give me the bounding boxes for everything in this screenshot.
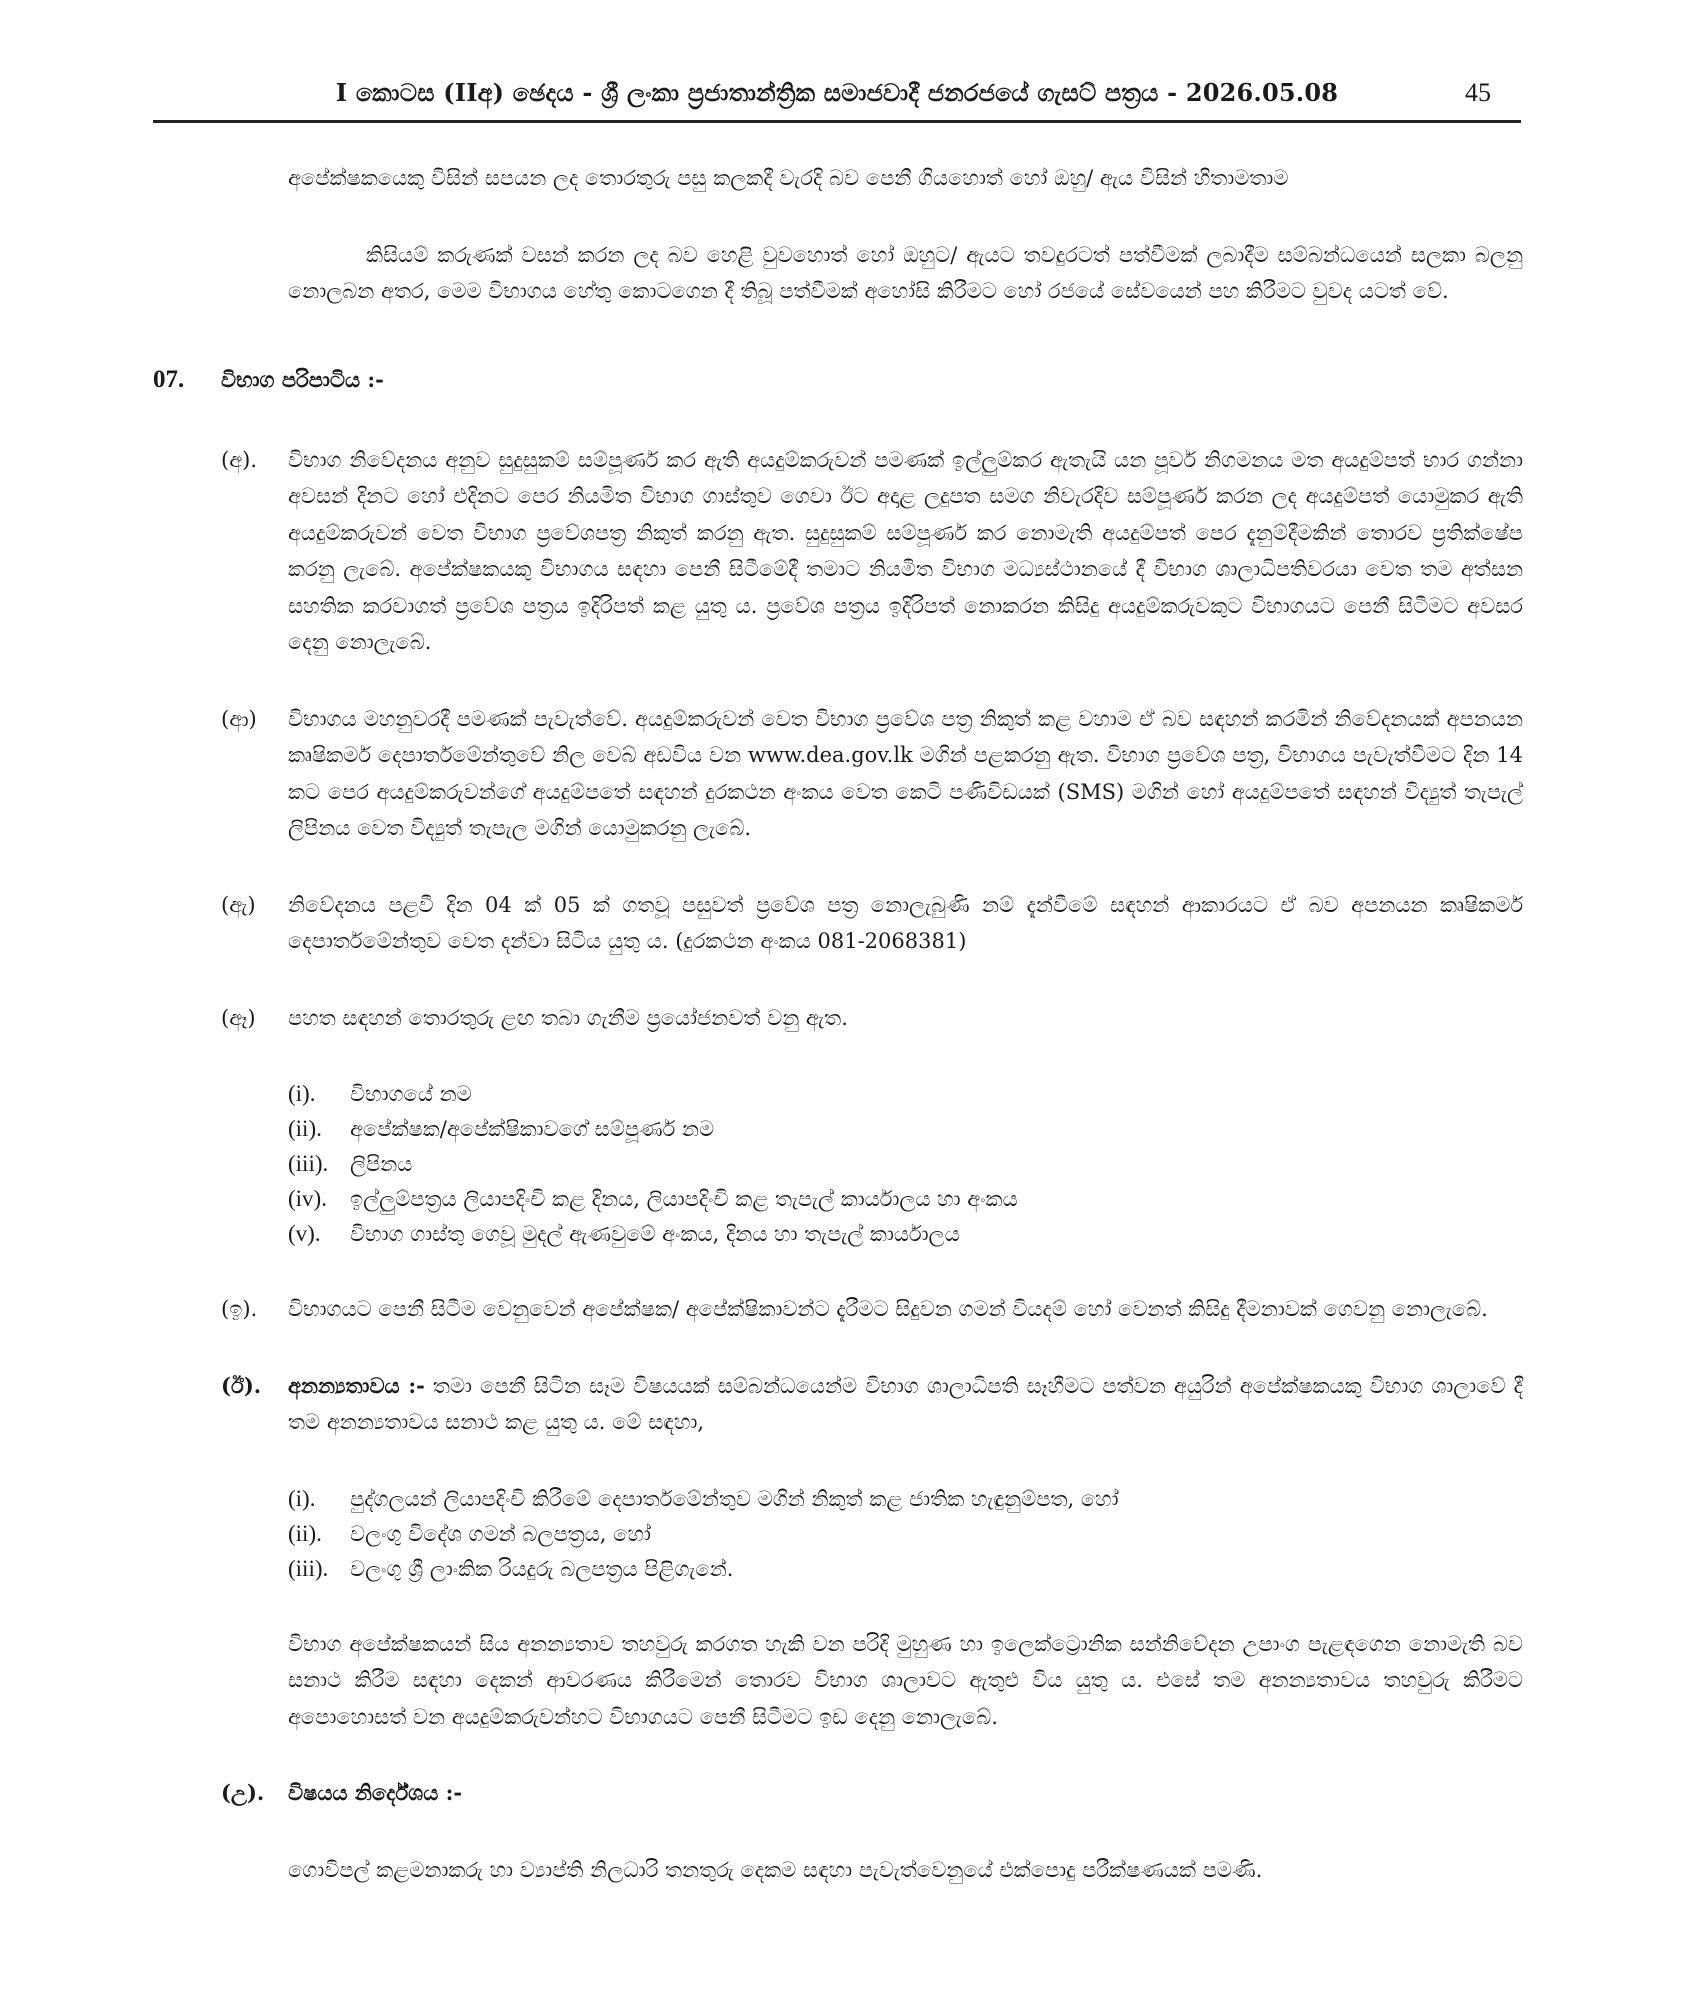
list-text: අපේක්ෂක/අපේක්ෂිකාවගේ සම්පූර්ණ නම <box>350 1117 715 1141</box>
document-body <box>153 160 1523 1888</box>
identity-note: විභාග අපේක්ෂකයන් සිය අනන්‍යතාව තහවුරු කරගත හැකි වන පරිදි මුහුණ හා ඉලෙක්ට්‍රොනික සන්නිවේදන උපාංග පැළඳගෙන නොමැති බව සනාථ කිරීම සඳහා දෙකන් ආවරණය කිරීමෙන් තොරව විභාග ශාලාවට ඇතුළු විය යුතු ය. එසේ තම අනන්‍යතාවය තහවුරු කිරීමට අපොහොසත් වන අයදුම්කරුවන්හට විභාගයට පෙනී සිටීමට ඉඩ දෙනු නොලැබේ. <box>288 1631 1523 1729</box>
item-text: විභාගයට පෙනී සිටීම වෙනුවෙන් අපේක්ෂක/ අපේක්ෂිකාවන්ට දැරීමට සිදුවන ගමන් වියදම් හෝ වෙනත් කිසිදු දීමනාවක් ගෙවනු නොලැබේ. <box>288 1297 1488 1321</box>
item-i <box>153 1291 1523 1328</box>
list-item <box>288 1181 1523 1216</box>
list-item <box>288 1481 1523 1516</box>
item-text: පහත සඳහන් තොරතුරු ළඟ තබා ගැනීම ප්‍රයෝජනවත් වනු ඇත. <box>288 1005 848 1030</box>
required-info-list <box>153 1076 1523 1251</box>
intro-line: අපේක්ෂකයෙකු විසින් සපයන ලද තොරතුරු පසු කලකදී වැරදි බව පෙනී ගියහොත් හෝ ඔහු/ ඇය විසින් හිතාමතාම <box>288 166 1289 190</box>
syllabus-heading: විෂයය නිර්දේශය :- <box>288 1780 463 1805</box>
intro-paragraph: කිසියම් කරුණක් වසන් කරන ලද බව හෙළි වුවහොත් හෝ ඔහුට/ ඇයට තවදුරටත් පත්වීමක් ලබාදීම සම්බන්ධයෙන් සලකා බලනු නොලබන අතර, මෙම විභාගය හේතු කොටගෙන දී තිබූ පත්වීමක් අහෝසි කිරීමට හෝ රජයේ සේවයෙන් පහ කිරීමට වුවද යටත් වේ. <box>288 242 1523 303</box>
list-text: වලංගු විදේශ ගමන් බලපත්‍රය, හෝ <box>350 1521 651 1546</box>
list-number: (i). <box>288 1081 316 1106</box>
list-number: (i). <box>288 1485 316 1511</box>
item-ae2 <box>153 1000 1523 1037</box>
item-text: විභාගය මහනුවරදී පමණක් පැවැත්වේ. අයදුම්කරුවන් වෙත විභාග ප්‍රවේශ පත්‍ර නිකුත් කළ වහාම ඒ බව සඳහන් කරමින් නිවේදනයක් අපනයන කෘෂිකර්ම දෙපාර්තමේන්තුවේ නිල වෙබ් අඩවිය වන www.dea.gov.lk මගින් පළකරනු ඇත. විභාග ප්‍රවේශ පත්‍ර, විභාගය පැවැත්වීමට දින 14 කට පෙර අයදුම්කරුවන්ගේ අයදුම්පතේ සඳහන් දුරකථන අංකය වෙත කෙටි පණිවිඩයක් (SMS) මගින් හෝ අයදුම්පතේ සඳහන් විද්‍යුත් තැපැල් ලිපිනය වෙත විද්‍යුත් තැපැල මගින් යොමුකරනු ලැබේ. <box>288 706 1523 840</box>
list-number: (v). <box>288 1221 321 1246</box>
list-text: වලංගු ශ්‍රී ලාංකික රියදුරු බලපත්‍රය පිළිගැනේ. <box>350 1556 734 1581</box>
list-item <box>288 1216 1523 1251</box>
accepted-id-list <box>153 1481 1523 1586</box>
list-item <box>288 1076 1523 1111</box>
item-label: (ඇ) <box>221 892 256 917</box>
page-number: 45 <box>1465 78 1491 107</box>
item-label: (ඈ) <box>221 1005 256 1030</box>
list-item <box>288 1516 1523 1551</box>
list-number: (iii). <box>288 1555 329 1581</box>
gazette-header <box>153 78 1521 123</box>
list-item <box>288 1111 1523 1146</box>
item-label: (ආ) <box>221 706 257 731</box>
list-text: විභාගයේ නම <box>350 1082 472 1106</box>
item-label: (ඊ). <box>221 1372 262 1398</box>
item-ae <box>153 887 1523 960</box>
item-label: (අ). <box>221 447 257 472</box>
section-number: 07. <box>153 365 185 393</box>
item-text <box>288 1368 1523 1441</box>
item-ii <box>153 1368 1523 1441</box>
list-item <box>288 1551 1523 1586</box>
list-number: (ii). <box>288 1116 322 1141</box>
identity-heading: අනන්‍යතාවය :- <box>288 1372 425 1398</box>
list-number: (iii). <box>288 1151 329 1176</box>
list-number: (iv). <box>288 1186 327 1211</box>
list-text: ඉල්ලුම්පත්‍රය ලියාපදිංචි කළ දිනය, ලියාපදිංචි කළ තැපැල් කාර්යාලය හා අංකය <box>350 1187 1018 1211</box>
section-07-heading <box>153 362 1523 402</box>
gazette-title: I කොටස (IIඅ) ඡෙදය - ශ්‍රී ලංකා ප්‍රජාතාන්ත්‍රික සමාජවාදී ජනරජයේ ගැසට් පත්‍රය - 2026.05.08 <box>335 78 1339 107</box>
item-text: විභාග නිවේදනය අනුව සුදුසුකම් සම්පූර්ණ කර ඇති අයදුම්කරුවන් පමණක් ඉල්ලුම්කර ඇතැයි යන පූර්ව නිගමනය මත අයදුම්පත් භාර ගන්නා අවසන් දිනට හෝ එදිනට පෙර නියමිත විභාග ගාස්තුව ගෙවා ඊට අදාළ ලදුපත සමග නිවැරදිව සම්පූර්ණ කරන ලද අයදුම්පත් යොමුකර ඇති අයදුම්කරුවන් වෙත විභාග ප්‍රවේශපත්‍ර නිකුත් කරනු ඇත. සුදුසුකම් සම්පූර්ණ කර නොමැති අයදුම්පත් පෙර දැනුම්දීමකින් තොරව ප්‍රතික්ෂේප කරනු ලැබේ. අපේක්ෂකයකු විභාගය සඳහා පෙනී සිටීමේදී තමාට නියමිත විභාග මධ්‍යස්ථානයේ දී විභාග ශාලාධිපතිවරයා වෙත තම අත්සන සහතික කරවාගත් ප්‍රවේශ පත්‍රය ඉදිරිපත් කළ යුතු ය. ප්‍රවේශ පත්‍රය ඉදිරිපත් නොකරන කිසිදු අයදුම්කරුවකුට විභාගයට පෙනී සිටීමට අවසර දෙනු නොලැබේ. <box>288 447 1523 654</box>
item-label: (ඉ). <box>221 1297 258 1321</box>
list-text: විභාග ගාස්තු ගෙවූ මුදල් ඇණවුමේ අංකය, දිනය හා තැපැල් කාර්යාලය <box>350 1222 960 1246</box>
item-aa <box>153 701 1523 847</box>
item-label: (උ). <box>221 1780 265 1805</box>
list-item <box>288 1146 1523 1181</box>
syllabus-text: ගොවිපල් කළමනාකරු හා ව්‍යාප්ති නිලධාරි තනතුරු දෙකම සඳහා පැවැත්වෙනුයේ එක්පොදු පරීක්ෂණයක් පමණි. <box>288 1857 1263 1882</box>
item-u <box>153 1775 1523 1812</box>
identity-text: තමා පෙනී සිටින සෑම විෂයයක් සම්බන්ධයෙන්ම විභාග ශාලාධිපති සෑහීමට පත්වන අයුරින් අපේක්ෂකයකු විභාග ශාලාවේ දී තම අනන්‍යතාවය සනාථ කළ යුතු ය. මේ සඳහා, <box>288 1373 1524 1434</box>
list-text: පුද්ගලයන් ලියාපදිංචි කිරීමේ දෙපාර්තමේන්තුව මගින් නිකුත් කළ ජාතික හැඳුනුම්පත, හෝ <box>350 1486 1119 1511</box>
list-number: (ii). <box>288 1520 322 1546</box>
list-text: ලිපිනය <box>350 1152 413 1176</box>
section-title: විභාග පරිපාටිය :- <box>221 366 384 392</box>
item-a <box>153 442 1523 661</box>
item-text: නිවේදනය පළවී දින 04 ක් 05 ක් ගතවූ පසුවත් ප්‍රවේශ පත්‍ර නොලැබුණි නම් දැන්වීමේ සඳහන් ආකාරයට ඒ බව අපනයන කෘෂිකර්ම දෙපාර්තමේන්තුව වෙත දන්වා සිටිය යුතු ය. (දුරකථන අංකය 081-2068381) <box>288 892 1523 953</box>
